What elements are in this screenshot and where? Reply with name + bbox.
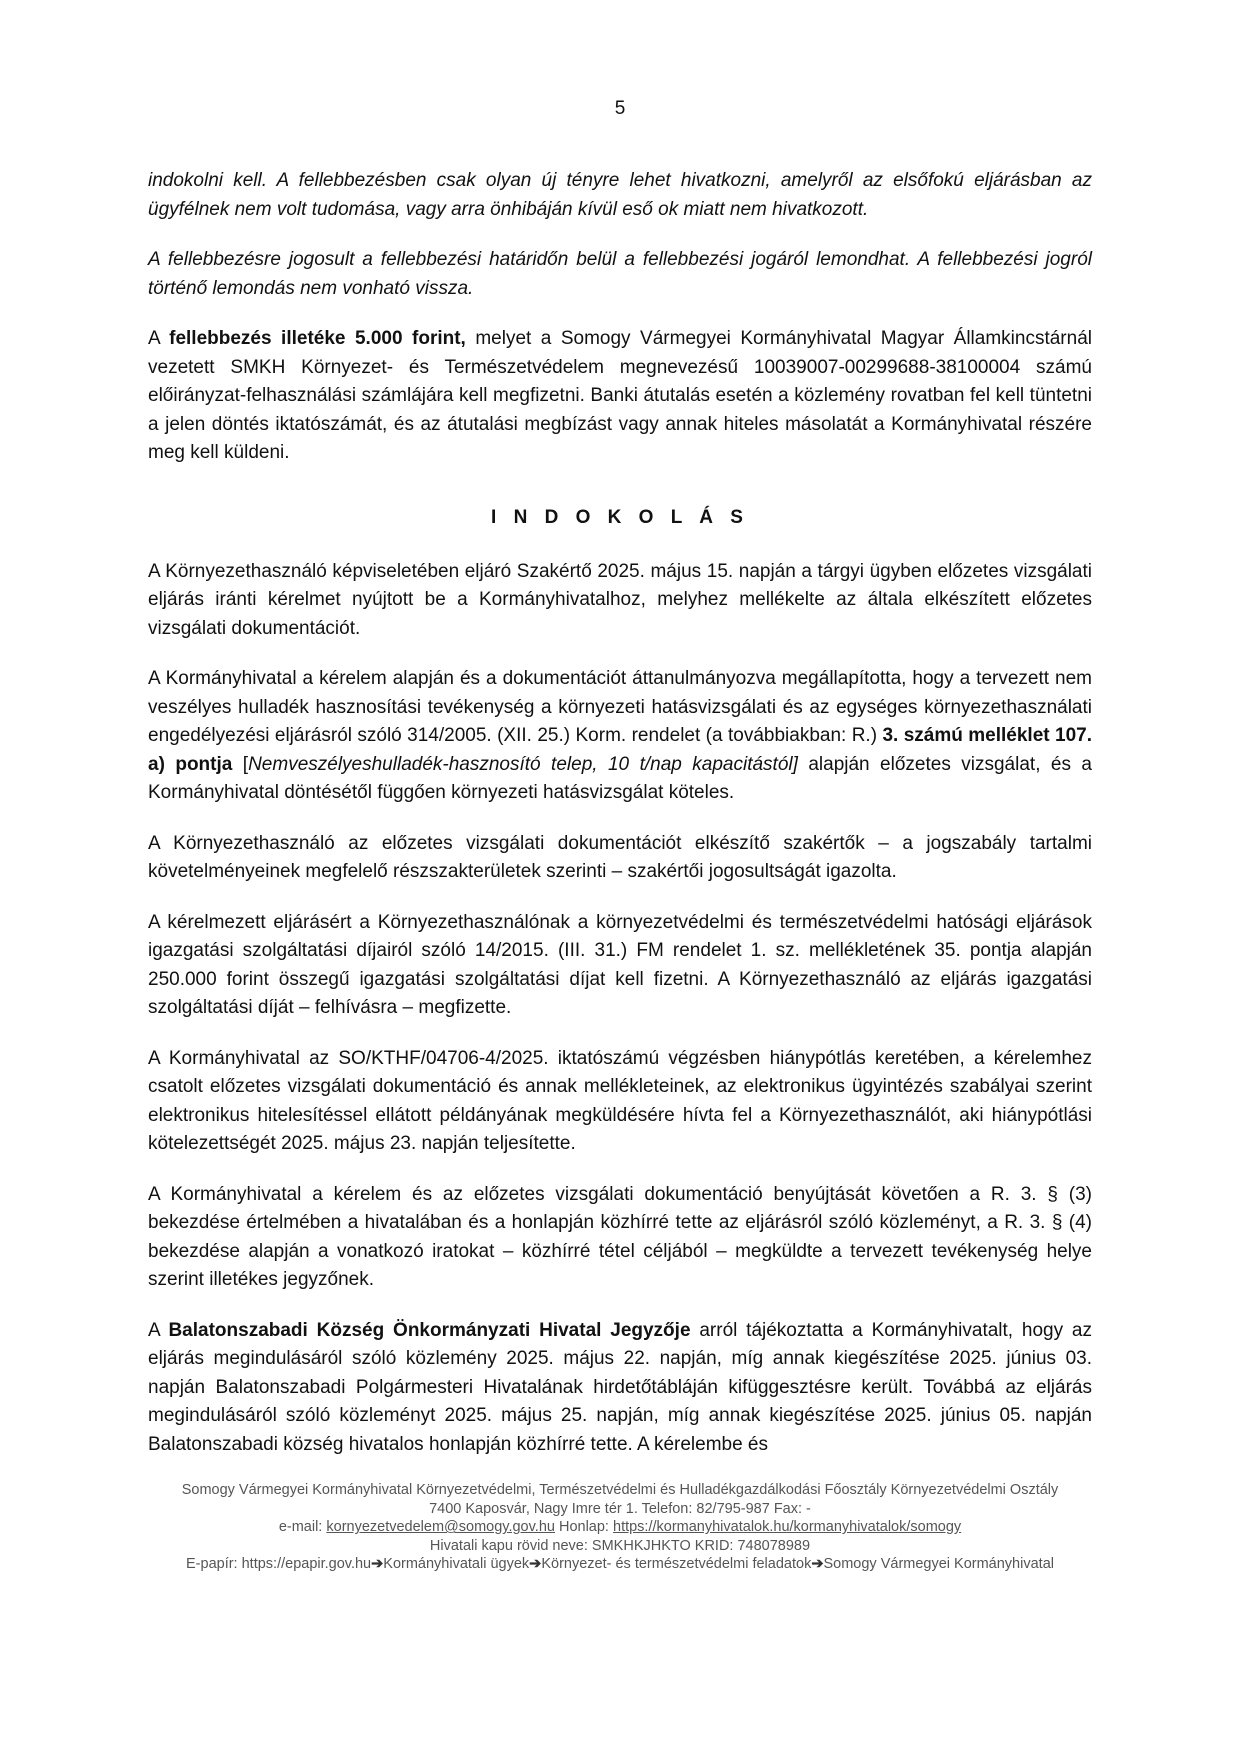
text-run: [ — [232, 753, 249, 775]
text-run: A kérelmezett eljárásért a Környezethasználónak a környezetvédelmi és természetvédelmi hatósági eljárások igazgatási szolgáltatási díjairól szóló 14/2015. (III. 31.) FM rendelet 1. sz. mellékletének 35. pontja alapján 250.000 forint összegű igazgatási szolgáltatási díjat kell fizetni. A Környezethasználó az eljárás igazgatási szolgáltatási díját – felhívásra – megfizette. — [148, 911, 1092, 1018]
arrow-right-icon: ➔ — [529, 1556, 542, 1573]
paragraph — [148, 558, 1092, 644]
epapir-path-part: E-papír: https://epapir.gov.hu — [186, 1556, 372, 1573]
paragraph — [148, 325, 1092, 468]
epapir-path-part: Somogy Vármegyei Kormányhivatal — [823, 1556, 1054, 1573]
footer-contacts — [0, 1518, 1240, 1537]
document-body — [148, 167, 1092, 1481]
text-run: arról tájékoztatta a Kormányhivatalt, hogy az eljárás megindulásáról szóló közlemény 2025. május 22. napján, míg annak kiegészítése 2025. június 03. napján Balatonszabadi Polgármesteri Hivatalának hirdetőtábláján kifüggesztésre került. Továbbá az eljárás megindulásáról szóló közleményt 2025. május 25. napján, míg annak kiegészítése 2025. június 05. napján Balatonszabadi község hivatalos honlapján közhírré tette. A kérelembe és — [148, 1319, 1092, 1455]
paragraph — [148, 665, 1092, 808]
paragraphs-before-heading — [148, 167, 1092, 468]
bold-text: Balatonszabadi Község Önkormányzati Hivatal Jegyzője — [168, 1319, 691, 1341]
page-footer — [0, 1481, 1240, 1574]
text-run: A Környezethasználó az előzetes vizsgálati dokumentációt elkészítő szakértők – a jogszabály tartalmi követelményeinek megfelelő részszakterületek szerinti – szakértői jogosultságát igazolta. — [148, 832, 1092, 882]
footer-email-label: e-mail: — [278, 1519, 327, 1536]
paragraph — [148, 167, 1092, 224]
footer-web-label: Honlap: — [554, 1519, 613, 1536]
paragraph — [148, 909, 1092, 1023]
epapir-path-part: Környezet- és természetvédelmi feladatok — [541, 1556, 812, 1573]
paragraph — [148, 1317, 1092, 1460]
arrow-right-icon: ➔ — [811, 1556, 824, 1573]
footer-gateway: Hivatali kapu rövid neve: SMKHKJHKTO KRID: 748078989 — [429, 1537, 811, 1554]
paragraph — [148, 1045, 1092, 1159]
section-heading: I N D O K O L Á S — [491, 506, 749, 528]
footer-epapir-path — [0, 1555, 1240, 1574]
footer-address: 7400 Kaposvár, Nagy Imre tér 1. Telefon: 82/795-987 Fax: - — [429, 1500, 811, 1517]
text-run: A Környezethasználó képviseletében eljáró Szakértő 2025. május 15. napján a tárgyi ügyben előzetes vizsgálati eljárás iránti kérelmet nyújtott be a Kormányhivatalhoz, melyhez mellékelte az általa elkészített előzetes vizsgálati dokumentációt. — [148, 560, 1092, 639]
paragraph — [148, 246, 1092, 303]
paragraph — [148, 1181, 1092, 1295]
paragraph — [148, 830, 1092, 887]
epapir-path-part: Kormányhivatali ügyek — [383, 1556, 530, 1573]
italic-text: Nemveszélyeshulladék-hasznosító telep, 10 t/nap kapacitástól] — [248, 753, 798, 775]
text-run: A — [148, 1319, 169, 1341]
footer-email-link[interactable]: kornyezetvedelem@somogy.gov.hu — [326, 1519, 555, 1536]
footer-office-name: Somogy Vármegyei Kormányhivatal Környezetvédelmi, Természetvédelmi és Hulladékgazdálkodási Főosztály Környezetvédelmi Osztály — [181, 1482, 1059, 1498]
text-run: indokolni kell. A fellebbezésben csak olyan új tényre lehet hivatkozni, amelyről az elsőfokú eljárásban az ügyfélnek nem volt tudomása, vagy arra önhibáján kívül eső ok miatt nem hivatkozott. — [148, 170, 1092, 220]
text-run: A Kormányhivatal a kérelem és az előzetes vizsgálati dokumentáció benyújtását követően a R. 3. § (3) bekezdése értelmében a hivatalában és a honlapján közhírré tette az eljárásról szóló közleményt, a R. 3. § (4) bekezdése alapján a vonatkozó iratokat – közhírré tétel céljából – megküldte a tervezett tevékenység helye szerint illetékes jegyzőnek. — [148, 1183, 1092, 1290]
bold-text: 3. számú melléklet 107. a) pontja — [148, 725, 1092, 775]
text-run: alapján előzetes vizsgálat, és a Kormányhivatal döntésétől függően környezeti hatásvizsgálat köteles. — [148, 753, 1093, 803]
arrow-right-icon: ➔ — [371, 1556, 384, 1573]
text-run: melyet a Somogy Vármegyei Kormányhivatal Magyar Államkincstárnál vezetett SMKH Környezet- és Természetvédelem megnevezésű 10039007-00299688-38100004 számú előirányzat-felhasználási számlájára kell megfizetni. Banki átutalás esetén a közlemény rovatban fel kell tüntetni a jelen döntés iktatószámát, és az átutalási megbízást vagy annak hiteles másolatát a Kormányhivatal részére meg kell küldeni. — [148, 328, 1092, 463]
paragraphs-after-heading — [148, 558, 1092, 1460]
footer-web-link[interactable]: https://kormanyhivatalok.hu/kormanyhivatalok/somogy — [613, 1519, 962, 1536]
text-run: A fellebbezésre jogosult a fellebbezési határidőn belül a fellebbezési jogáról lemondhat. A fellebbezési jogról történő lemondás nem vonható vissza. — [148, 249, 1092, 299]
page-number: 5 — [614, 98, 626, 119]
text-run: A — [148, 328, 170, 349]
bold-text: fellebbezés illetéke 5.000 forint, — [169, 328, 466, 349]
text-run: A Kormányhivatal a kérelem alapján és a dokumentációt áttanulmányozva megállapította, hogy a tervezett nem veszélyes hulladék hasznosítási tevékenység a környezeti hatásvizsgálati és az egységes környezethasználati engedélyezési eljárásról szóló 314/2005. (XII. 25.) Korm. rendelet (a továbbiakban: R.) — [148, 668, 1092, 746]
text-run: A Kormányhivatal az SO/KTHF/04706-4/2025. iktatószámú végzésben hiánypótlás keretében, a kérelemhez csatolt előzetes vizsgálati dokumentáció és annak mellékleteinek, az elektronikus ügyintézés szabályai szerint elektronikus hitelesítéssel ellátott példányának megküldésére hívta fel a Környezethasználót, aki hiánypótlási kötelezettségét 2025. május 23. napján teljesítette. — [148, 1047, 1092, 1154]
